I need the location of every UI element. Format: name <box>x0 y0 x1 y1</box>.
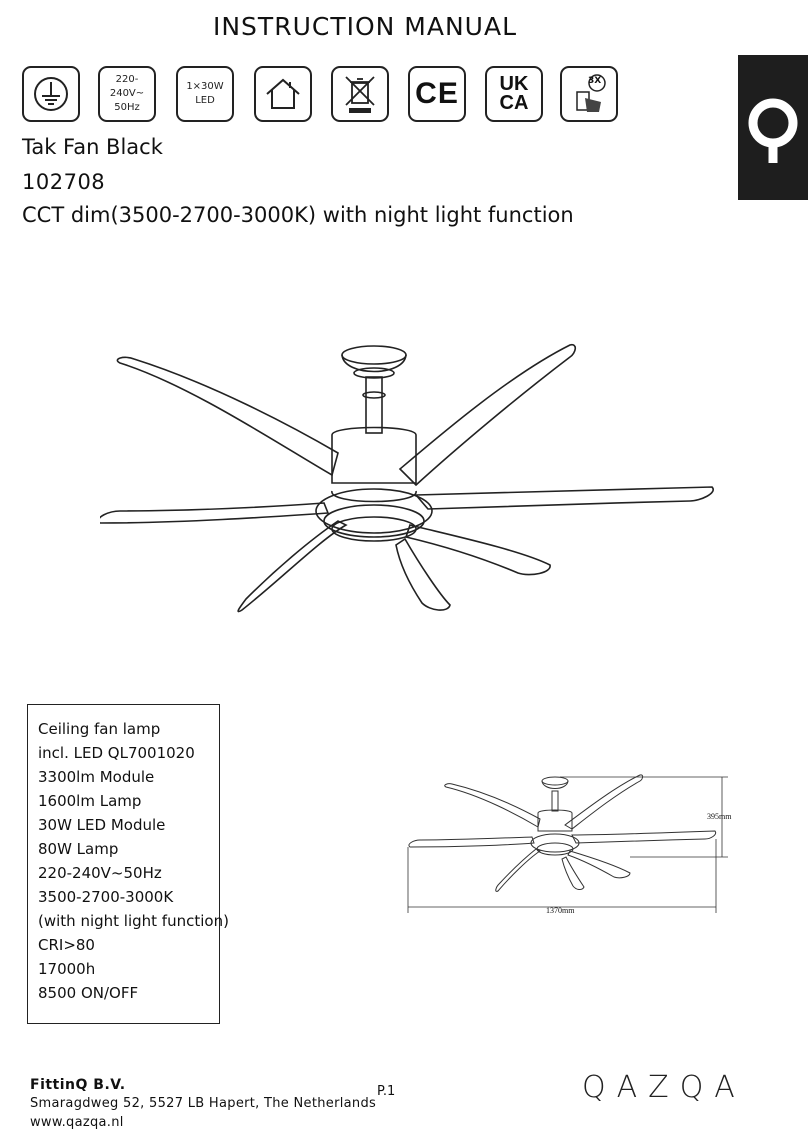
product-name: Tak Fan Black <box>22 135 163 159</box>
width-dimension-label: 1370mm <box>546 906 575 915</box>
spec-line: 8500 ON/OFF <box>38 984 139 1002</box>
spec-line: 220-240V~50Hz <box>38 864 162 882</box>
wattage-line1: 1×30W <box>186 81 224 92</box>
ce-mark-icon <box>408 66 466 122</box>
ukca-line2: CA <box>499 92 529 114</box>
ceiling-fan-illustration <box>100 325 720 625</box>
page-title: INSTRUCTION MANUAL <box>212 12 517 41</box>
protective-earth-icon <box>22 66 80 122</box>
remote-switch-icon <box>560 66 618 122</box>
product-description: CCT dim(3500-2700-3000K) with night light function <box>22 203 574 227</box>
footer-address: Smaragdweg 52, 5527 LB Hapert, The Netherlands <box>30 1096 377 1111</box>
specifications-box <box>27 704 229 1024</box>
qazqa-logo-icon <box>738 55 808 200</box>
spec-line: 3300lm Module <box>38 768 155 786</box>
ce-mark-text: CE <box>415 77 459 110</box>
height-dimension-label: 395mm <box>707 812 732 821</box>
remote-switch-text: 3X <box>588 76 602 86</box>
product-code: 102708 <box>22 170 106 194</box>
spec-line: Ceiling fan lamp <box>38 720 161 738</box>
footer-website: www.qazqa.nl <box>30 1115 124 1130</box>
ukca-mark-icon <box>485 66 543 122</box>
spec-line: 3500-2700-3000K <box>38 888 174 906</box>
spec-line: 30W LED Module <box>38 816 166 834</box>
voltage-line1: 220-240V~ <box>109 74 145 99</box>
footer-company-name: FittinQ B.V. <box>30 1077 126 1093</box>
spec-line: 1600lm Lamp <box>38 792 142 810</box>
wattage-line2: LED <box>195 95 215 106</box>
brand-wordmark: QAZQA <box>582 1070 746 1105</box>
voltage-label <box>98 66 156 122</box>
spec-line: 80W Lamp <box>38 840 119 858</box>
spec-line: 17000h <box>38 960 96 978</box>
indoor-use-icon <box>254 66 312 122</box>
small-fan-illustration <box>400 765 740 925</box>
ukca-line1: UK <box>499 73 529 95</box>
dimension-drawing <box>400 765 740 925</box>
voltage-line2: 50Hz <box>114 102 140 113</box>
spec-line: (with night light function) <box>38 912 229 930</box>
weee-bin-icon <box>331 66 389 122</box>
brand-logo-block <box>738 55 808 200</box>
page-number: P.1 <box>377 1084 396 1099</box>
wattage-label <box>176 66 234 122</box>
spec-line: CRI>80 <box>38 936 95 954</box>
spec-line: incl. LED QL7001020 <box>38 744 195 762</box>
